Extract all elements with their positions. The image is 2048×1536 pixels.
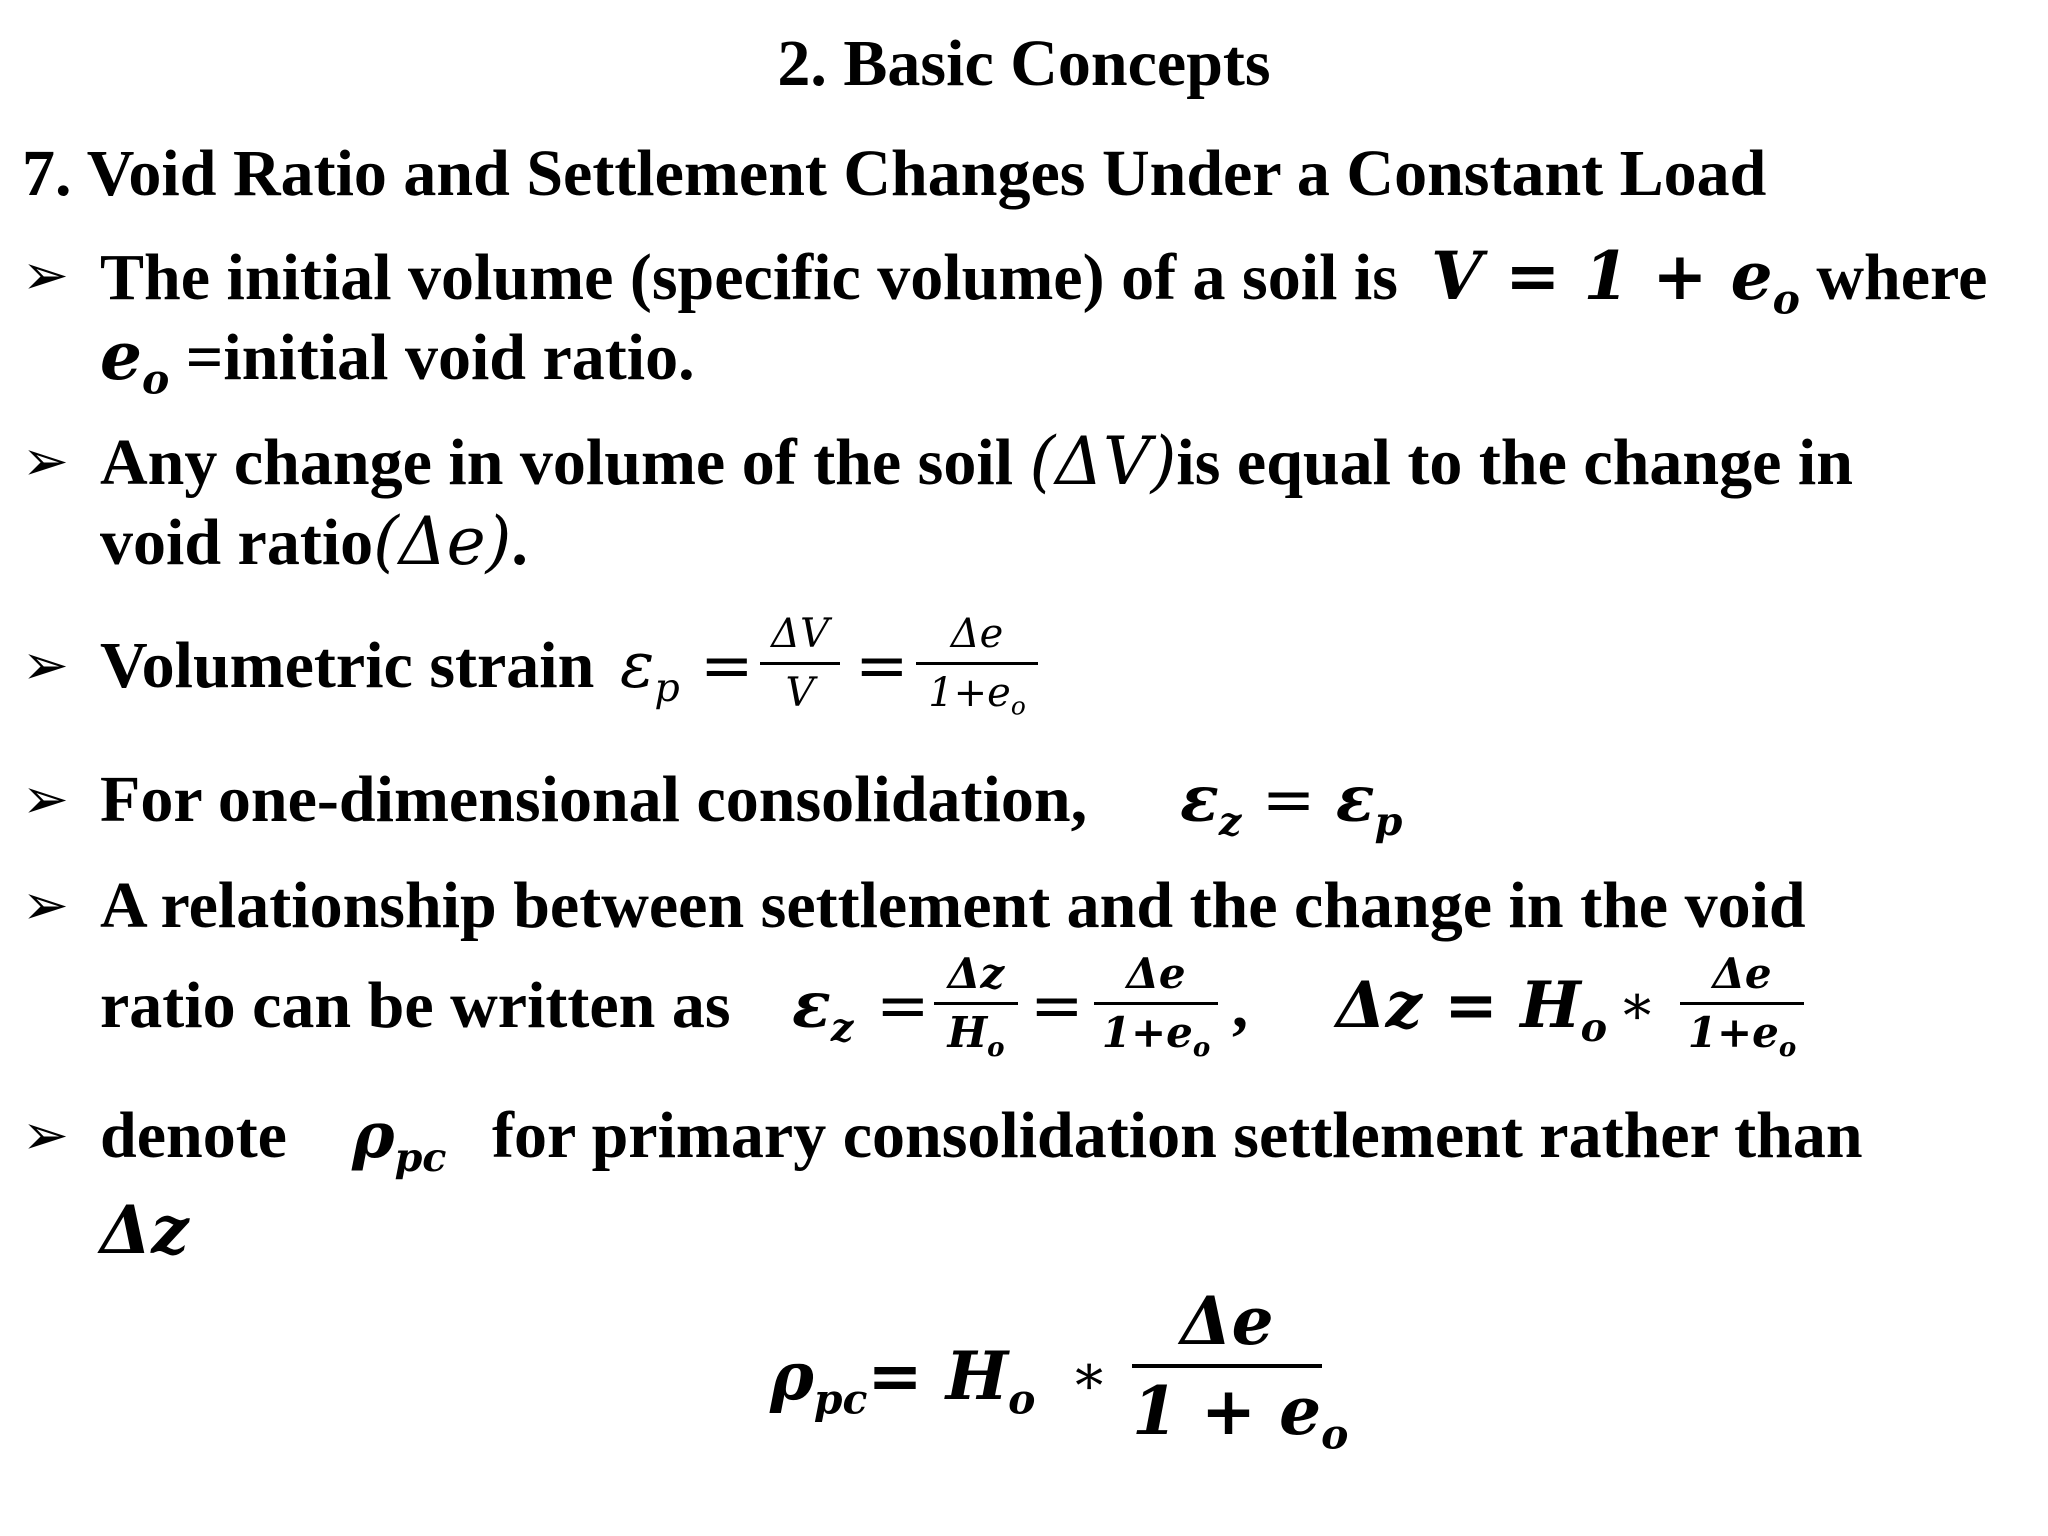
bullet-2-line2-end: . [511,506,528,579]
bullet-5-frac3-den: $1+e_o$ [1687,1008,1797,1064]
bullet-1-line2-text: =initial void ratio. [169,321,695,394]
final-rho: $\rho_{pc}$ [770,1337,868,1424]
bullet-2-line-1 [100,422,1853,503]
bullet-3-frac2-num: Δe [950,611,1004,657]
bullet-5-times: ∗ [1618,973,1657,1038]
final-times: ∗ [1070,1343,1109,1408]
bullet-5-eq2: = [1030,969,1084,1043]
bullet-6-text-a: denote [100,1099,287,1172]
bullet-1-line-2 [100,316,695,419]
bullet-5-eq1: = [876,969,930,1043]
bullet-marker-1: ➢ [22,243,69,308]
bullet-2-text-a: Any change in volume of the soil [100,426,1030,499]
bullet-3-eq2: = [855,629,909,703]
bullet-6-line-2: Δz [100,1191,189,1269]
bullet-2-line2-text: void ratio [100,506,374,579]
bullet-1-text-b: where [1816,241,1988,314]
bullet-2-line-2 [100,502,528,583]
bullet-marker-6: ➢ [22,1103,69,1168]
bullet-1-line2-var: $e_o$ [100,317,170,404]
final-fraction-den: $1 + e_o$ [1132,1372,1349,1459]
bullet-5-line-2: ratio can be written as [100,969,731,1042]
bullet-5-dz: $\Delta z = H_o$ [1336,968,1608,1051]
bullet-5-eps: $\varepsilon_z$ [792,968,854,1051]
bullet-marker-3: ➢ [22,633,69,698]
bullet-5-frac3-num: Δe [1712,949,1772,998]
bullet-2-text-b: is equal to the change in [1176,426,1853,499]
bullet-marker-4: ➢ [22,767,69,832]
final-fraction-num: Δe [1180,1282,1274,1360]
bullet-3-frac1-den: V [785,670,815,716]
bullet-3-frac1 [760,606,840,721]
bullet-5-frac2-den: $1+e_o$ [1101,1008,1211,1064]
bullet-5-frac1-num: Δz [947,949,1005,998]
bullet-5-frac1 [934,946,1018,1076]
bullet-5-frac1-den: $H_o$ [947,1008,1005,1064]
bullet-3-frac1-num: ΔV [771,611,829,657]
bullet-marker-2: ➢ [22,429,69,494]
final-eq-h: = H [867,1337,1009,1415]
bullet-4-formula: $\varepsilon_z = \varepsilon_p$ [1180,762,1403,845]
bullet-4-text: For one-dimensional consolidation, [100,763,1088,836]
bullet-5-frac2-num: Δe [1126,949,1186,998]
bullet-2-formula: (ΔV) [1029,423,1177,500]
bullet-2-line2-formula: (Δe) [373,503,512,580]
section-heading: 7. Void Ratio and Settlement Changes Under a Constant Load [22,137,1767,210]
bullet-marker-5: ➢ [22,873,69,938]
bullet-3-text: Volumetric strain [100,629,595,702]
bullet-6-text-b: for primary consolidation settlement rather than [492,1099,1863,1172]
bullet-5-frac3 [1680,946,1804,1076]
bullet-3-frac2 [916,606,1038,735]
bullet-6-rho: $\rho_{pc}$ [352,1098,447,1181]
bullet-1-text-a: The initial volume (specific volume) of a soil is [100,241,1398,314]
bullet-3-eps: $\varepsilon_p$ [620,629,680,711]
final-fraction [1132,1278,1349,1477]
bullet-5-comma: , [1232,970,1248,1041]
bullet-5-line-1: A relationship between settlement and the change in the void [100,869,1806,942]
bullet-3-frac2-den: $1+e_o$ [928,670,1026,721]
slide-title: 2. Basic Concepts [777,27,1271,100]
bullet-3-eq1: = [700,629,754,703]
bullet-1-formula: $V = 1 + e_o$ [1430,237,1800,324]
final-equation-lhs: $\rho_{pc}= H_o$ [770,1337,1036,1424]
bullet-5-frac2 [1094,946,1218,1076]
